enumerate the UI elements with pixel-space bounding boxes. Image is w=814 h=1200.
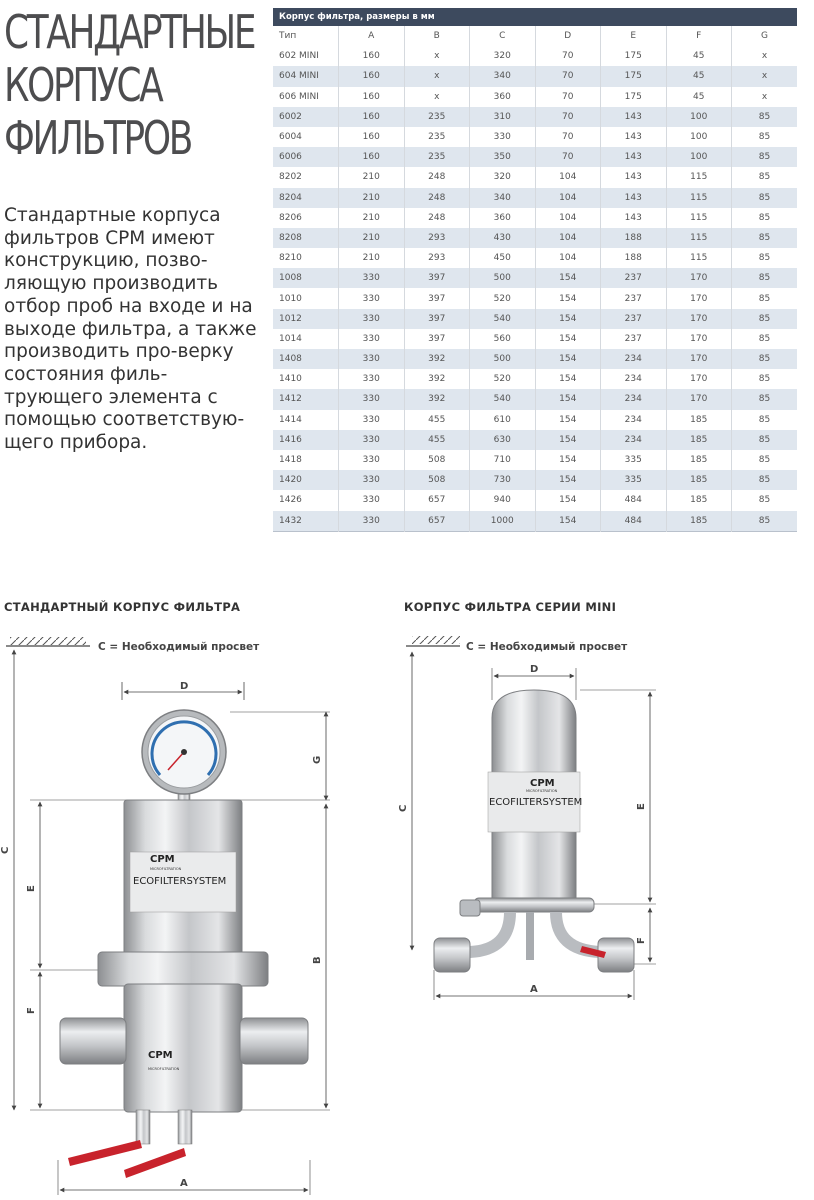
drain-valve-icon (68, 1140, 186, 1178)
table-cell: 154 (535, 288, 601, 308)
table-row (273, 309, 797, 329)
table-cell: 115 (666, 208, 732, 228)
clearance-note: C = Необходимый просвет (98, 641, 260, 653)
table-cell: 143 (601, 147, 667, 167)
table-cell: 248 (404, 167, 470, 187)
table-cell: 340 (470, 66, 536, 86)
table-cell: 85 (758, 313, 771, 324)
table-row (273, 167, 797, 187)
table-cell: 85 (758, 354, 771, 365)
table-cell: 160 (339, 147, 405, 167)
table-cell: 540 (470, 389, 536, 409)
table-cell: 175 (601, 46, 667, 66)
table-cell: 210 (339, 248, 405, 268)
table-cell: 143 (601, 127, 667, 147)
mini-label-brand: CPM (530, 778, 555, 789)
table-cell: 330 (339, 268, 405, 288)
table-cell: 185 (666, 511, 732, 532)
table-row (273, 490, 797, 510)
table-cell: 154 (535, 349, 601, 369)
table-row (273, 369, 797, 389)
table-cell: 175 (601, 66, 667, 86)
mini-housing-drawing (398, 636, 656, 1000)
table-cell: 450 (470, 248, 536, 268)
table-cell: 185 (666, 450, 732, 470)
table-cell: 85 (758, 394, 771, 405)
table-cell: 330 (339, 490, 405, 510)
table-cell: 170 (666, 288, 732, 308)
table-cell: x (404, 66, 470, 86)
table-caption: Корпус фильтра, размеры в мм (273, 8, 797, 26)
table-row (273, 46, 797, 66)
label-brand: CPM (150, 854, 175, 865)
table-cell: 154 (535, 268, 601, 288)
table-cell: 45 (666, 66, 732, 86)
table-cell: 234 (601, 389, 667, 409)
table-cell: 175 (601, 87, 667, 107)
table-cell: 520 (470, 288, 536, 308)
table-row (273, 470, 797, 490)
table-cell: 320 (470, 167, 536, 187)
table-cell: 70 (535, 66, 601, 86)
table-cell: 350 (470, 147, 536, 167)
table-cell: 85 (758, 192, 771, 203)
table-row (273, 288, 797, 308)
standard-housing-drawing (0, 637, 330, 1195)
table-cell: 540 (470, 309, 536, 329)
table-row (273, 349, 797, 369)
table-row (273, 248, 797, 268)
table-header (273, 26, 797, 46)
table-cell: 154 (535, 511, 601, 532)
dim-e-label: E (26, 885, 37, 892)
table-cell: 237 (601, 329, 667, 349)
table-cell-type: 1416 (273, 430, 339, 450)
table-cell: 185 (666, 470, 732, 490)
table-cell-type: 1410 (273, 369, 339, 389)
table-cell-type: 6004 (273, 127, 339, 147)
pressure-gauge-icon (142, 710, 226, 794)
table-cell-type: 1412 (273, 389, 339, 409)
table-cell: 154 (535, 450, 601, 470)
table-cell: 1000 (470, 511, 536, 532)
table-cell: 397 (404, 329, 470, 349)
table-row (273, 511, 797, 532)
label-product: ECOFILTERSYSTEM (133, 876, 227, 887)
table-cell: 330 (339, 410, 405, 430)
table-cell: 237 (601, 309, 667, 329)
table-cell: 160 (339, 66, 405, 86)
table-cell: 154 (535, 309, 601, 329)
table-row (273, 87, 797, 107)
table-row (273, 268, 797, 288)
table-cell-type: 1420 (273, 470, 339, 490)
table-cell-type: 1012 (273, 309, 339, 329)
table-cell: 237 (601, 268, 667, 288)
column-header-c: C (470, 26, 536, 46)
table-cell: 630 (470, 430, 536, 450)
table-header-row (273, 26, 797, 46)
ceiling-hatch (10, 637, 86, 645)
mini-label-product: ECOFILTERSYSTEM (489, 797, 583, 808)
table-cell: 170 (666, 389, 732, 409)
table-row (273, 147, 797, 167)
table-row (273, 329, 797, 349)
table-cell: 237 (601, 288, 667, 308)
mini-dim-d-label: D (530, 664, 539, 675)
standard-housing-title: СТАНДАРТНЫЙ КОРПУС ФИЛЬТРА (4, 600, 241, 614)
table-cell: 104 (535, 208, 601, 228)
table-cell: 170 (666, 349, 732, 369)
table-cell-type: 8206 (273, 208, 339, 228)
table-cell: 85 (758, 515, 771, 526)
table-cell: 115 (666, 248, 732, 268)
mini-ceiling-hatch (412, 636, 460, 644)
table-cell: 330 (339, 288, 405, 308)
table-cell: 235 (404, 127, 470, 147)
body-sub: MICROFILTRATION (148, 1067, 180, 1071)
table-cell: 185 (666, 410, 732, 430)
table-cell: 560 (470, 329, 536, 349)
table-cell: 85 (758, 414, 771, 425)
column-header-d: D (535, 26, 601, 46)
table-cell: 160 (339, 87, 405, 107)
table-cell: 330 (470, 127, 536, 147)
table-cell: 85 (758, 273, 771, 284)
mini-dim-c-label: C (398, 804, 409, 812)
table-row (273, 107, 797, 127)
mini-dim-e-label: E (636, 803, 647, 810)
mini-dim-a-label: A (530, 984, 538, 995)
table-cell: 143 (601, 107, 667, 127)
table-body (273, 46, 797, 531)
table-cell: 115 (666, 228, 732, 248)
table-cell: 154 (535, 430, 601, 450)
table-cell: 330 (339, 369, 405, 389)
table-cell: 330 (339, 470, 405, 490)
table-cell: 115 (666, 167, 732, 187)
table-cell: 104 (535, 228, 601, 248)
table-cell: 70 (535, 46, 601, 66)
table-cell: 508 (404, 450, 470, 470)
table-cell: 85 (758, 374, 771, 385)
table-cell: 85 (758, 152, 771, 163)
table-cell-type: 1008 (273, 268, 339, 288)
table-cell: 330 (339, 430, 405, 450)
table-cell: 293 (404, 228, 470, 248)
table-row (273, 127, 797, 147)
table-cell: 392 (404, 389, 470, 409)
table-cell-type: 6006 (273, 147, 339, 167)
table-cell: 330 (339, 450, 405, 470)
dim-c-label: C (0, 846, 11, 854)
table-cell: 170 (666, 268, 732, 288)
table-cell: 85 (758, 172, 771, 183)
table-row (273, 228, 797, 248)
table-cell-type: 1414 (273, 410, 339, 430)
table-cell: 210 (339, 167, 405, 187)
column-header-f: F (666, 26, 732, 46)
table-cell-type: 606 MINI (273, 87, 339, 107)
table-cell: 115 (666, 188, 732, 208)
column-header-e: E (601, 26, 667, 46)
table-cell: 154 (535, 369, 601, 389)
table-cell-type: 8204 (273, 188, 339, 208)
table-cell: 397 (404, 288, 470, 308)
table-cell: 70 (535, 127, 601, 147)
page-title: СТАНДАРТНЫЕ КОРПУСА ФИЛЬТРОВ (4, 5, 255, 165)
table-cell: x (761, 51, 768, 62)
technical-drawings (0, 620, 814, 1200)
table-cell: 45 (666, 87, 732, 107)
table-cell: 392 (404, 369, 470, 389)
description-text: Стандартные корпуса фильтров CPM имеют конструкцию, позво-ляющую производить отбор проб на входе и на выходе фильтра, а также производить про-верку состояния филь-трующего элемента с помощью соответствую-щего прибора. (4, 205, 257, 454)
table-cell: 154 (535, 470, 601, 490)
table-cell: 520 (470, 369, 536, 389)
table-cell: 657 (404, 490, 470, 510)
table-cell: 330 (339, 329, 405, 349)
table-cell: 85 (758, 475, 771, 486)
column-header-type: Тип (273, 26, 339, 46)
table-cell: 85 (758, 434, 771, 445)
table-cell: 85 (758, 333, 771, 344)
table-cell: 335 (601, 470, 667, 490)
table-cell-type: 1418 (273, 450, 339, 470)
dim-d-label: D (180, 681, 189, 692)
table-cell: 185 (666, 490, 732, 510)
table-cell: 154 (535, 329, 601, 349)
table-cell: 160 (339, 127, 405, 147)
table-cell: x (404, 87, 470, 107)
table-cell: 310 (470, 107, 536, 127)
table-row (273, 188, 797, 208)
table-cell: 188 (601, 228, 667, 248)
table-cell: 430 (470, 228, 536, 248)
table-cell: 234 (601, 410, 667, 430)
dim-g-label: G (312, 755, 323, 764)
table-cell: 484 (601, 511, 667, 532)
table-cell: 940 (470, 490, 536, 510)
table-cell: 248 (404, 188, 470, 208)
table-cell: 500 (470, 268, 536, 288)
table-cell: 235 (404, 107, 470, 127)
table-cell: 234 (601, 349, 667, 369)
table-cell: 100 (666, 147, 732, 167)
table-cell: x (761, 91, 768, 102)
table-cell: 500 (470, 349, 536, 369)
table-cell: 293 (404, 248, 470, 268)
table-row (273, 389, 797, 409)
table-row (273, 66, 797, 86)
table-cell-type: 8208 (273, 228, 339, 248)
table-row (273, 410, 797, 430)
table-cell: 657 (404, 511, 470, 532)
table-cell: 104 (535, 167, 601, 187)
table-cell-type: 1426 (273, 490, 339, 510)
table-cell: x (761, 71, 768, 82)
table-cell: 360 (470, 87, 536, 107)
table-cell: 210 (339, 228, 405, 248)
table-row (273, 208, 797, 228)
table-cell: 210 (339, 188, 405, 208)
table-cell: 235 (404, 147, 470, 167)
table-cell-type: 602 MINI (273, 46, 339, 66)
table-cell: 340 (470, 188, 536, 208)
label-sub: MICROFILTRATION (150, 867, 182, 871)
mini-housing-title: КОРПУС ФИЛЬТРА СЕРИИ MINI (404, 600, 617, 614)
table-cell: 185 (666, 430, 732, 450)
table-cell: 360 (470, 208, 536, 228)
table-cell: 170 (666, 329, 732, 349)
dim-b-label: B (312, 956, 323, 964)
dim-f-label: F (26, 1007, 37, 1014)
table-cell: 330 (339, 349, 405, 369)
table-cell: 100 (666, 107, 732, 127)
table-cell: 85 (758, 132, 771, 143)
table-cell-type: 8210 (273, 248, 339, 268)
table-cell: 234 (601, 369, 667, 389)
table-cell-type: 604 MINI (273, 66, 339, 86)
table-cell: 610 (470, 410, 536, 430)
table-cell-type: 1014 (273, 329, 339, 349)
table-cell: 710 (470, 450, 536, 470)
dimensions-table (273, 8, 797, 532)
table-cell: 85 (758, 495, 771, 506)
dim-a-label: A (180, 1178, 188, 1189)
column-header-a: A (339, 26, 405, 46)
body-brand: CPM (148, 1050, 173, 1061)
table-cell: 170 (666, 369, 732, 389)
table-cell: 170 (666, 309, 732, 329)
column-header-g: G (761, 31, 768, 42)
table-cell: 234 (601, 430, 667, 450)
table-cell: 730 (470, 470, 536, 490)
table-cell: 188 (601, 248, 667, 268)
table-cell: 85 (758, 455, 771, 466)
table-cell: 85 (758, 253, 771, 264)
table-cell: 104 (535, 248, 601, 268)
table-cell-type: 1432 (273, 511, 339, 532)
mini-label-sub: MICROFILTRATION (526, 789, 558, 793)
table-cell: 330 (339, 511, 405, 532)
table-row (273, 450, 797, 470)
table-cell: 160 (339, 107, 405, 127)
table-cell: 330 (339, 309, 405, 329)
table-cell-type: 6002 (273, 107, 339, 127)
table-cell: 154 (535, 490, 601, 510)
column-header-b: B (404, 26, 470, 46)
table-cell: x (404, 46, 470, 66)
table-cell: 335 (601, 450, 667, 470)
table-cell: 70 (535, 107, 601, 127)
table-cell: 85 (758, 111, 771, 122)
table-cell: 484 (601, 490, 667, 510)
table-cell: 508 (404, 470, 470, 490)
table-cell: 210 (339, 208, 405, 228)
table-cell: 320 (470, 46, 536, 66)
table-cell: 104 (535, 188, 601, 208)
table-cell: 85 (758, 232, 771, 243)
table-cell: 85 (758, 212, 771, 223)
table-cell: 143 (601, 208, 667, 228)
table-cell: 392 (404, 349, 470, 369)
table-row (273, 430, 797, 450)
table-cell-type: 1408 (273, 349, 339, 369)
table-cell: 85 (758, 293, 771, 304)
table-cell: 45 (666, 46, 732, 66)
table-cell: 160 (339, 46, 405, 66)
table-cell: 154 (535, 389, 601, 409)
table-cell: 70 (535, 87, 601, 107)
table-cell: 143 (601, 188, 667, 208)
table-cell: 455 (404, 430, 470, 450)
table-cell: 330 (339, 389, 405, 409)
table-cell: 143 (601, 167, 667, 187)
table-cell: 154 (535, 410, 601, 430)
table-cell: 455 (404, 410, 470, 430)
mini-clearance-note: C = Необходимый просвет (466, 641, 628, 653)
table-cell: 397 (404, 309, 470, 329)
table-cell: 100 (666, 127, 732, 147)
table-cell-type: 1010 (273, 288, 339, 308)
table-cell: 70 (535, 147, 601, 167)
table-cell-type: 8202 (273, 167, 339, 187)
table-cell: 248 (404, 208, 470, 228)
mini-dim-f-label: F (636, 937, 647, 944)
table-cell: 397 (404, 268, 470, 288)
